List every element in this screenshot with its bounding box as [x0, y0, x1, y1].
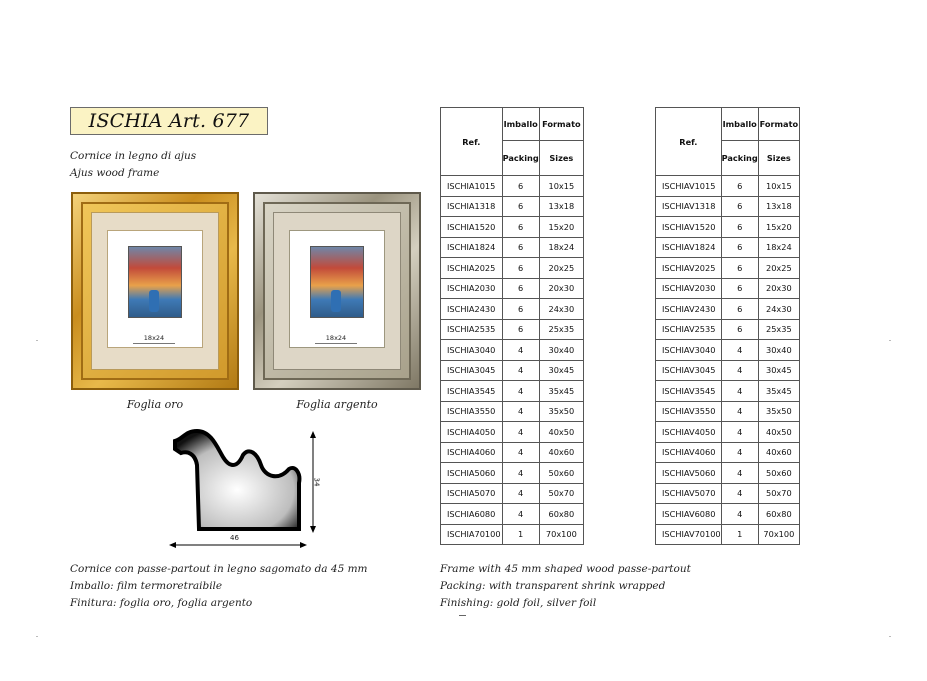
size-cell: 15x20	[539, 217, 583, 238]
packing-cell: 6	[502, 237, 539, 258]
silver-frame-image	[253, 192, 421, 390]
table-row	[441, 422, 584, 443]
profile-shape	[175, 431, 299, 529]
table-row	[441, 299, 584, 320]
size-cell: 20x30	[758, 278, 799, 299]
size-cell: 10x15	[539, 176, 583, 197]
size-cell: 30x40	[539, 340, 583, 361]
footer-it-line-3: Finitura: foglia oro, foglia argento	[70, 597, 253, 609]
table-row	[441, 381, 584, 402]
packing-cell: 4	[502, 463, 539, 484]
packing-cell: 4	[502, 401, 539, 422]
table-row	[441, 258, 584, 279]
ref-cell: ISCHIA2025	[441, 258, 503, 279]
ref-cell: ISCHIAV2430	[656, 299, 722, 320]
table-row	[656, 381, 800, 402]
table-row	[441, 278, 584, 299]
ref-cell: ISCHIAV3545	[656, 381, 722, 402]
ref-cell: ISCHIAV2030	[656, 278, 722, 299]
ref-cell: ISCHIAV6080	[656, 504, 722, 525]
packing-cell: 6	[721, 299, 758, 320]
packing-cell: 6	[721, 258, 758, 279]
ref-cell: ISCHIA1824	[441, 237, 503, 258]
packing-cell: 4	[502, 504, 539, 525]
ref-cell: ISCHIA2030	[441, 278, 503, 299]
packing-cell: 4	[721, 463, 758, 484]
ref-cell: ISCHIAV1015	[656, 176, 722, 197]
table-row	[441, 176, 584, 197]
ref-cell: ISCHIAV70100	[656, 524, 722, 545]
packing-cell: 6	[502, 258, 539, 279]
ref-cell: ISCHIA5060	[441, 463, 503, 484]
table-row	[656, 340, 800, 361]
size-cell: 20x30	[539, 278, 583, 299]
packing-cell: 4	[721, 381, 758, 402]
packing-cell: 4	[502, 483, 539, 504]
product-title-box	[70, 107, 268, 135]
size-cell: 70x100	[758, 524, 799, 545]
table-row	[441, 237, 584, 258]
packing-cell: 4	[502, 340, 539, 361]
table-row	[441, 483, 584, 504]
table-row	[656, 299, 800, 320]
ref-cell: ISCHIA1318	[441, 196, 503, 217]
table-row	[656, 442, 800, 463]
size-cell: 50x70	[539, 483, 583, 504]
table-row	[441, 442, 584, 463]
packing-cell: 4	[502, 360, 539, 381]
size-cell: 40x60	[539, 442, 583, 463]
ref-cell: ISCHIAV1520	[656, 217, 722, 238]
packing-cell: 6	[502, 319, 539, 340]
table-row	[441, 319, 584, 340]
ref-cell: ISCHIA3045	[441, 360, 503, 381]
height-dimension-label: 34	[312, 477, 321, 487]
packing-cell: 6	[721, 217, 758, 238]
ref-cell: ISCHIA70100	[441, 524, 503, 545]
size-cell: 25x35	[758, 319, 799, 340]
size-cell: 15x20	[758, 217, 799, 238]
profile-diagram	[165, 425, 330, 555]
size-cell: 50x70	[758, 483, 799, 504]
size-cell: 30x45	[539, 360, 583, 381]
table-row	[656, 176, 800, 197]
ref-header: Ref.	[441, 108, 503, 176]
table-row	[656, 504, 800, 525]
packing-header: Packing	[502, 141, 539, 176]
table-row	[441, 463, 584, 484]
ref-cell: ISCHIAV3045	[656, 360, 722, 381]
size-cell: 35x50	[539, 401, 583, 422]
ref-cell: ISCHIA1520	[441, 217, 503, 238]
packing-cell: 6	[721, 237, 758, 258]
packing-cell: 6	[502, 278, 539, 299]
table-row	[656, 463, 800, 484]
table-row	[656, 319, 800, 340]
table-row	[656, 196, 800, 217]
ref-cell: ISCHIAV3040	[656, 340, 722, 361]
ref-cell: ISCHIAV4060	[656, 442, 722, 463]
packing-cell: 4	[721, 504, 758, 525]
packing-cell: 4	[502, 442, 539, 463]
width-dimension-label: 46	[230, 534, 239, 542]
sizes-header: Sizes	[539, 141, 583, 176]
table-row	[656, 258, 800, 279]
size-cell: 35x45	[758, 381, 799, 402]
size-cell: 30x45	[758, 360, 799, 381]
footer-it-line-1: Cornice con passe-partout in legno sagomato da 45 mm	[70, 563, 368, 575]
size-cell: 50x60	[539, 463, 583, 484]
table-row	[656, 360, 800, 381]
product-title: ISCHIA Art. 677	[88, 110, 250, 132]
ref-cell: ISCHIA3545	[441, 381, 503, 402]
packing-cell: 6	[721, 176, 758, 197]
ref-cell: ISCHIAV2535	[656, 319, 722, 340]
footer-en-line-3: Finishing: gold foil, silver foil	[440, 597, 597, 609]
table-row	[656, 278, 800, 299]
packing-cell: 4	[721, 401, 758, 422]
size-cell: 20x25	[758, 258, 799, 279]
packing-cell: 6	[502, 217, 539, 238]
size-cell: 30x40	[758, 340, 799, 361]
ref-cell: ISCHIA6080	[441, 504, 503, 525]
ref-cell: ISCHIA4060	[441, 442, 503, 463]
ref-cell: ISCHIAV5060	[656, 463, 722, 484]
size-cell: 13x18	[539, 196, 583, 217]
ref-cell: ISCHIAV3550	[656, 401, 722, 422]
packing-cell: 4	[721, 483, 758, 504]
size-cell: 24x30	[539, 299, 583, 320]
formato-header: Formato	[539, 108, 583, 141]
packing-cell: 1	[502, 524, 539, 545]
packing-cell: 4	[721, 360, 758, 381]
packing-cell: 4	[502, 422, 539, 443]
silver-frame-caption: Foglia argento	[296, 398, 378, 411]
ref-cell: ISCHIAV4050	[656, 422, 722, 443]
packing-cell: 6	[721, 196, 758, 217]
silver-frame-size-label: 18x24	[325, 334, 347, 342]
table-row	[656, 237, 800, 258]
subtitle-english: Ajus wood frame	[70, 167, 160, 179]
size-cell: 40x50	[758, 422, 799, 443]
table-row	[656, 401, 800, 422]
packing-cell: 4	[721, 442, 758, 463]
table-row	[656, 524, 800, 545]
ref-cell: ISCHIAV1318	[656, 196, 722, 217]
size-cell: 18x24	[539, 237, 583, 258]
size-cell: 50x60	[758, 463, 799, 484]
ref-cell: ISCHIAV2025	[656, 258, 722, 279]
size-cell: 35x45	[539, 381, 583, 402]
packing-cell: 6	[502, 196, 539, 217]
size-cell: 70x100	[539, 524, 583, 545]
size-cell: 60x80	[539, 504, 583, 525]
subtitle-italian: Cornice in legno di ajus	[70, 150, 197, 162]
table-row	[441, 340, 584, 361]
footer-it-line-2: Imballo: film termoretraibile	[70, 580, 223, 592]
size-cell: 25x35	[539, 319, 583, 340]
table-row	[441, 360, 584, 381]
size-cell: 10x15	[758, 176, 799, 197]
table-row	[656, 422, 800, 443]
size-cell: 20x25	[539, 258, 583, 279]
imballo-header: Imballo	[502, 108, 539, 141]
ref-cell: ISCHIA3550	[441, 401, 503, 422]
ref-cell: ISCHIA1015	[441, 176, 503, 197]
ref-cell: ISCHIA2535	[441, 319, 503, 340]
ref-cell: ISCHIAV5070	[656, 483, 722, 504]
size-cell: 40x60	[758, 442, 799, 463]
packing-cell: 4	[721, 340, 758, 361]
gold-reference-table	[440, 107, 584, 545]
gold-frame-caption: Foglia oro	[126, 398, 184, 411]
table-row	[441, 196, 584, 217]
footer-en-line-2: Packing: with transparent shrink wrapped	[440, 580, 666, 592]
size-cell: 40x50	[539, 422, 583, 443]
sizes-header: Sizes	[758, 141, 799, 176]
packing-cell: 1	[721, 524, 758, 545]
gold-frame-image	[71, 192, 239, 390]
ref-cell: ISCHIA5070	[441, 483, 503, 504]
ref-cell: ISCHIAV1824	[656, 237, 722, 258]
footer-en-line-1: Frame with 45 mm shaped wood passe-partout	[440, 563, 691, 575]
table-row	[656, 483, 800, 504]
packing-header: Packing	[721, 141, 758, 176]
formato-header: Formato	[758, 108, 799, 141]
packing-cell: 4	[502, 381, 539, 402]
ref-cell: ISCHIA2430	[441, 299, 503, 320]
table-row	[441, 524, 584, 545]
packing-cell: 6	[502, 299, 539, 320]
ref-header: Ref.	[656, 108, 722, 176]
table-row	[441, 217, 584, 238]
ref-cell: ISCHIA4050	[441, 422, 503, 443]
size-cell: 13x18	[758, 196, 799, 217]
size-cell: 60x80	[758, 504, 799, 525]
silver-reference-table	[655, 107, 800, 545]
table-row	[441, 401, 584, 422]
imballo-header: Imballo	[721, 108, 758, 141]
ref-cell: ISCHIA3040	[441, 340, 503, 361]
packing-cell: 4	[721, 422, 758, 443]
size-cell: 35x50	[758, 401, 799, 422]
table-row	[656, 217, 800, 238]
table-row	[441, 504, 584, 525]
size-cell: 18x24	[758, 237, 799, 258]
size-cell: 24x30	[758, 299, 799, 320]
gold-frame-size-label: 18x24	[143, 334, 165, 342]
packing-cell: 6	[721, 278, 758, 299]
packing-cell: 6	[721, 319, 758, 340]
packing-cell: 6	[502, 176, 539, 197]
